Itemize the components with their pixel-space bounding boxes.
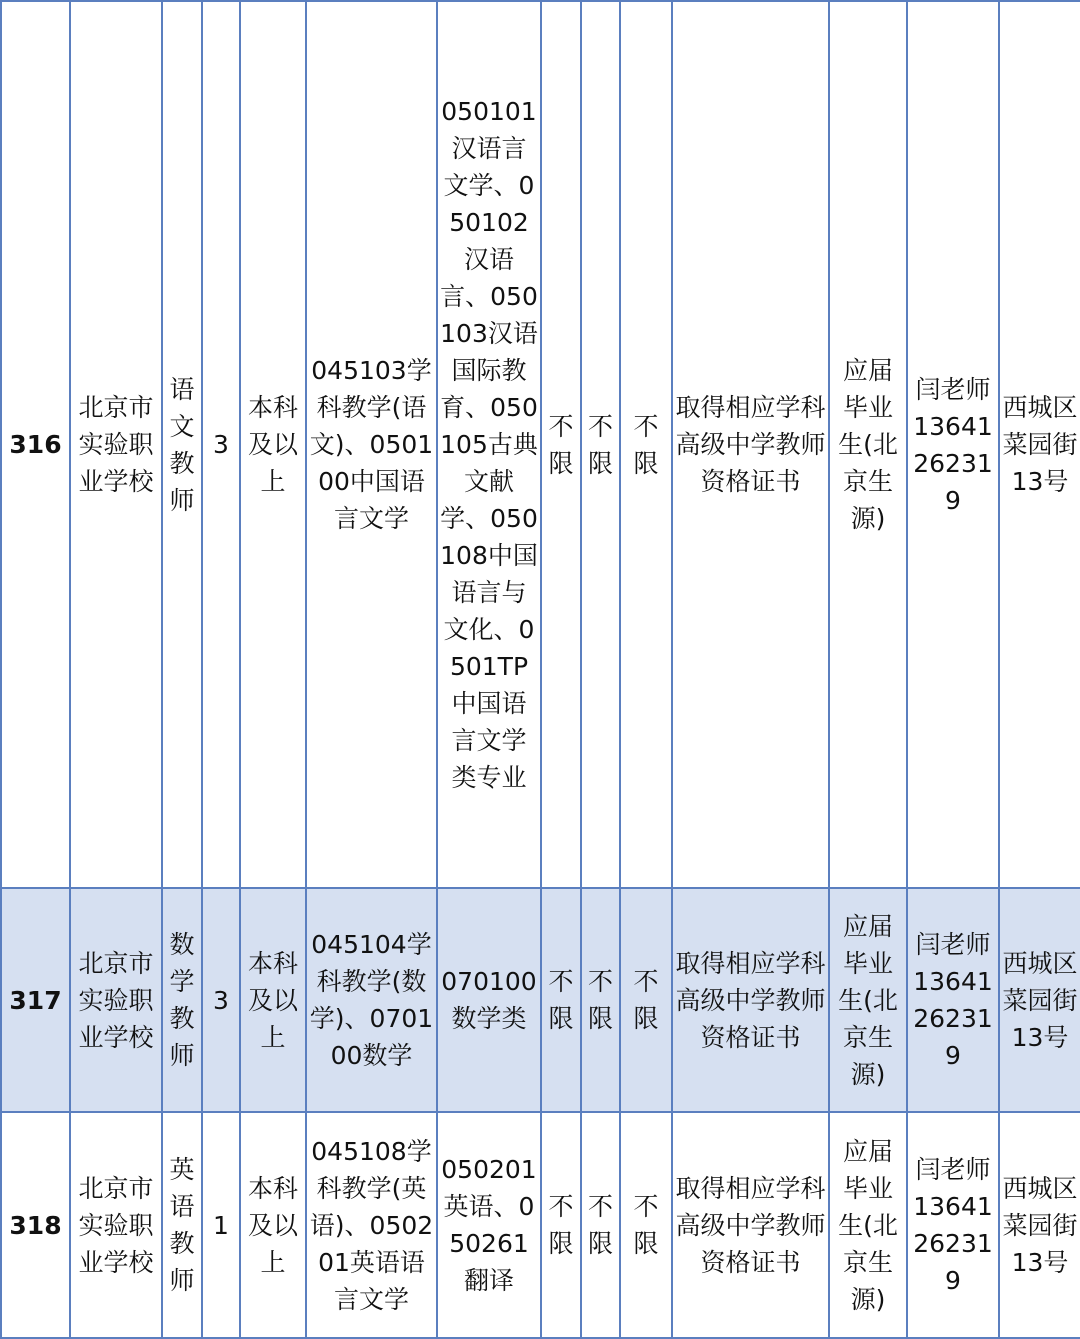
- certificate-cell: 取得相应学科高级中学教师资格证书: [672, 888, 829, 1112]
- contact-cell: 闫老师13641262319: [907, 888, 999, 1112]
- undergrad-major-cell: 070100数学类: [437, 888, 541, 1112]
- count-cell: 3: [202, 1, 240, 888]
- requirement-cell-3: 不限: [620, 1112, 672, 1338]
- requirement-cell-2: 不限: [581, 1112, 620, 1338]
- requirement-cell-2: 不限: [581, 888, 620, 1112]
- school-cell: 北京市实验职业学校: [70, 1112, 162, 1338]
- education-cell: 本科及以上: [240, 1, 306, 888]
- table-row: [1, 1112, 1080, 1338]
- requirement-cell-2: 不限: [581, 1, 620, 888]
- requirement-cell-1: 不限: [541, 888, 581, 1112]
- row-number: 318: [1, 1112, 70, 1338]
- grad-major-cell: 045108学科教学(英语)、050201英语语言文学: [306, 1112, 437, 1338]
- requirement-cell-3: 不限: [620, 888, 672, 1112]
- education-cell: 本科及以上: [240, 1112, 306, 1338]
- certificate-cell: 取得相应学科高级中学教师资格证书: [672, 1, 829, 888]
- row-number: 317: [1, 888, 70, 1112]
- requirement-cell-1: 不限: [541, 1112, 581, 1338]
- source-cell: 应届毕业生(北京生源): [829, 1, 907, 888]
- contact-cell: 闫老师13641262319: [907, 1, 999, 888]
- undergrad-major-cell: 050201英语、050261翻译: [437, 1112, 541, 1338]
- count-cell: 3: [202, 888, 240, 1112]
- requirement-cell-1: 不限: [541, 1, 581, 888]
- grad-major-cell: 045104学科教学(数学)、070100数学: [306, 888, 437, 1112]
- certificate-cell: 取得相应学科高级中学教师资格证书: [672, 1112, 829, 1338]
- grad-major-cell: 045103学科教学(语文)、050100中国语言文学: [306, 1, 437, 888]
- row-number: 316: [1, 1, 70, 888]
- school-cell: 北京市实验职业学校: [70, 888, 162, 1112]
- requirement-cell-3: 不限: [620, 1, 672, 888]
- source-cell: 应届毕业生(北京生源): [829, 1112, 907, 1338]
- count-cell: 1: [202, 1112, 240, 1338]
- table-row: [1, 888, 1080, 1112]
- table-row: [1, 1, 1080, 888]
- address-cell: 西城区菜园街13号: [999, 1112, 1080, 1338]
- position-cell: 英语教师: [162, 1112, 202, 1338]
- position-cell: 数学教师: [162, 888, 202, 1112]
- address-cell: 西城区菜园街13号: [999, 888, 1080, 1112]
- source-cell: 应届毕业生(北京生源): [829, 888, 907, 1112]
- school-cell: 北京市实验职业学校: [70, 1, 162, 888]
- undergrad-major-cell: 050101汉语言文学、050102汉语言、050103汉语国际教育、050105古典文献学、050108中国语言与文化、0501TP中国语言文学类专业: [437, 1, 541, 888]
- address-cell: 西城区菜园街13号: [999, 1, 1080, 888]
- position-cell: 语文教师: [162, 1, 202, 888]
- contact-cell: 闫老师13641262319: [907, 1112, 999, 1338]
- education-cell: 本科及以上: [240, 888, 306, 1112]
